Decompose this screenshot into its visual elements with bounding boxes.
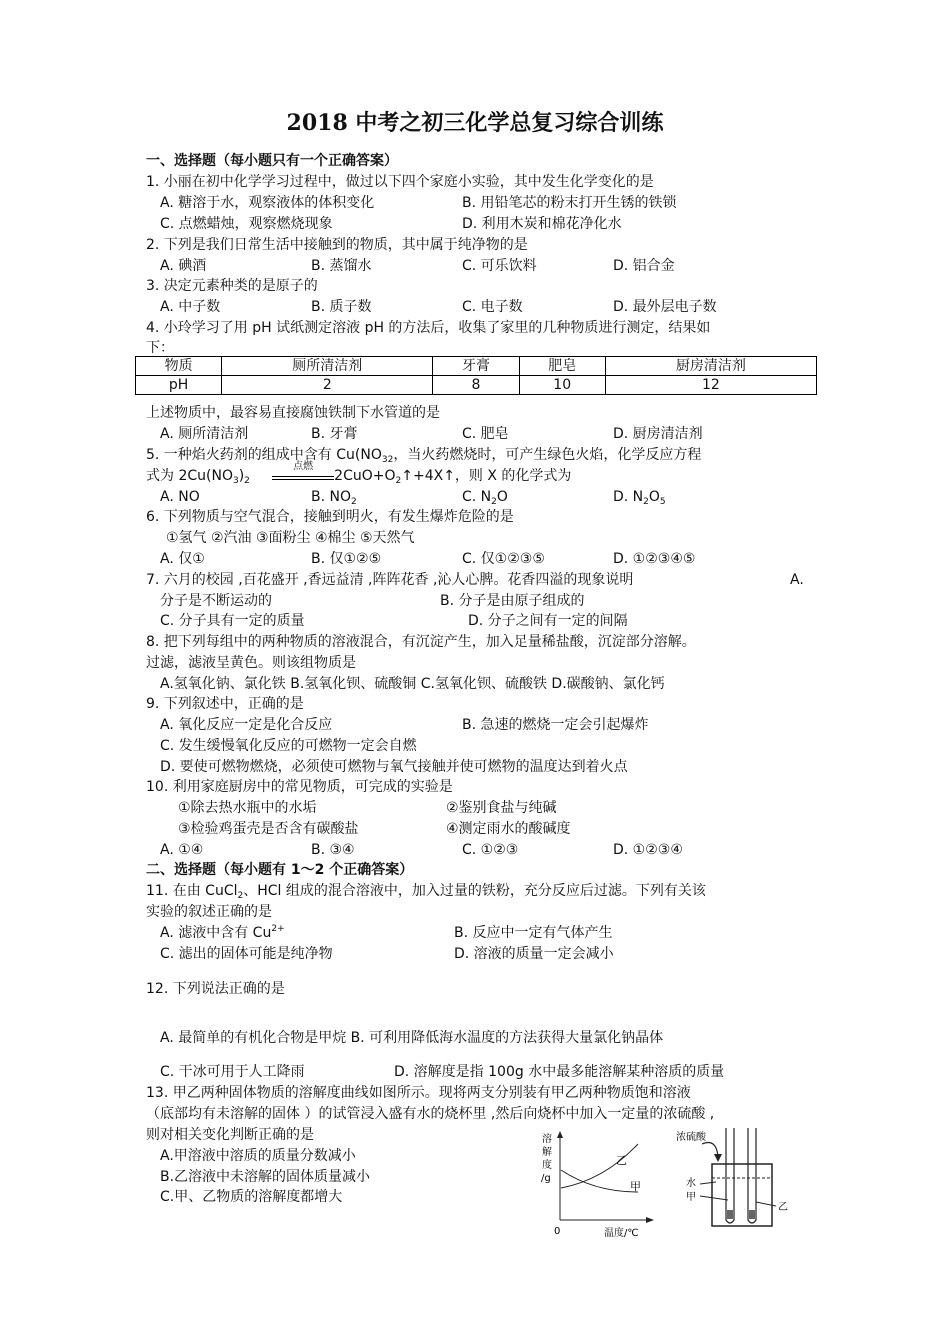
pour-arrow [702,1143,718,1157]
q2-option-b: B. 蒸馏水 [311,258,372,274]
q5-stem-line2: 式为 $2Cu(NO_3)_2$ 点燃 $2CuO+O_2↑+4X↑$，则 X 的化学式为 [146,467,571,485]
q13-stem-cont: （底部均有未溶解的固体 ）的试管浸入盛有水的烧杯里 ,然后向烧杯中加入一定量的浓硫酸 , [146,1106,715,1122]
q5-d-text: D. N [613,489,644,505]
table-header-cell: 物质 [136,357,222,376]
q4-question: 上述物质中，最容易直接腐蚀铁制下水管道的是 [146,405,440,421]
q4-option-b: B. 牙膏 [311,426,358,442]
q5-stem-line1 [146,446,701,464]
q5-text: ↑+4X↑，则 X 的化学式为 [401,468,572,484]
q9-stem: 9. 下列叙述中，正确的是 [146,696,304,712]
q10-option-b: B. ③④ [311,842,355,858]
q11-text: 11. 在由 CuCl [146,883,238,899]
q5-text: 5. 一种焰火药剂的组成中含有 Cu(NO [146,447,382,463]
superscript: 2+ [271,924,285,934]
tube-label-yi: 乙 [778,1202,788,1213]
q5-text: 式为 2Cu(NO [146,468,233,484]
q6-stem: 6. 下列物质与空气混合，接触到明火，有发生爆炸危险的是 [146,509,514,525]
ph-table [135,356,817,395]
q3-option-a: A. 中子数 [160,299,221,315]
y-label-char: /g [541,1173,551,1184]
q11-option-b: B. 反应中一定有气体产生 [454,925,613,941]
q2-option-d: D. 铝合金 [613,258,675,274]
q11-text: 、HCl 组成的混合溶液中，加入过量的铁粉，充分反应后过滤。下列有关该 [243,883,706,899]
q6-option-d: D. ①②③④⑤ [613,551,696,567]
q5-option-a: A. NO [160,489,200,505]
section-1-heading: 一、选择题（每小题只有一个正确答案） [146,153,398,169]
q7-option-b: B. 分子是由原子组成的 [440,593,585,609]
q1-option-d: D. 利用木炭和棉花净化水 [462,216,622,232]
solubility-curve-figure [534,1128,660,1238]
q5-text: ，当火药燃烧时，可产生绿色火焰，化学反应方程 [393,447,702,463]
q7-option-a: 分子是不断运动的 [160,593,272,609]
q3-option-b: B. 质子数 [311,299,372,315]
q10-option-d: D. ①②③④ [613,842,683,858]
table-header-row [136,357,817,376]
solid-jia [727,1210,733,1219]
q4-stem-cont: 下： [146,340,174,356]
q9-option-b: B. 急速的燃烧一定会引起爆炸 [462,717,649,733]
q10-item-2: ②鉴别食盐与纯碱 [446,800,557,816]
q2-option-a: A. 碘酒 [160,258,207,274]
q6-option-b: B. 仅①②⑤ [311,551,382,567]
q9-option-d: D. 要使可燃物燃烧，必须使可燃物与氧气接触并使可燃物的温度达到着火点 [160,759,628,775]
tube-label-jia: 甲 [686,1192,696,1203]
q5-option-b [311,488,357,506]
q5-b-text: B. NO [311,489,351,505]
test-tube-jia [726,1128,734,1223]
condition-label: 点燃 [293,461,314,472]
q7-option-c: C. 分子具有一定的质量 [160,613,305,629]
q5-text: 2CuO+O [334,468,396,484]
q13-stem-cont2: 则对相关变化判断正确的是 [146,1127,314,1143]
subscript: 2 [387,455,394,465]
curve-label-yi: 乙 [616,1154,627,1167]
table-cell: pH [136,376,222,395]
y-label-char: 溶 [542,1134,552,1145]
solid-yi [749,1210,755,1219]
q5-c-text: C. N [462,489,492,505]
q1-option-c: C. 点燃蜡烛，观察燃烧现象 [160,216,333,232]
subscript: 2 [491,497,497,507]
table-cell: 8 [433,376,519,395]
x-axis-arrow-icon [646,1217,654,1223]
q12-option-d: D. 溶解度是指 100g 水中最多能溶解某种溶质的质量 [394,1064,725,1080]
q11-stem-cont: 实验的叙述正确的是 [146,904,272,920]
q11-option-c: C. 滤出的固体可能是纯净物 [160,946,333,962]
q5-d-text: O [648,489,660,505]
leader-jia [700,1196,728,1200]
q6-option-a: A. 仅① [160,551,205,567]
q8-options: A.氢氧化钠、氯化铁 B.氢氧化钡、硫酸铜 C.氢氧化钡、硫酸铁 D.碳酸钠、氯化钙 [160,676,665,692]
subscript: 2 [643,497,649,507]
y-label-char: 度 [542,1160,552,1171]
subscript: 2 [351,497,357,507]
q7-stem: 7. 六月的校园 ,百花盛开 ,香远益清 ,阵阵花香 ,沁人心脾。花香四溢的现象说明 [146,572,634,588]
q7-option-a-label: A. [790,572,804,588]
q8-stem-cont: 过滤，滤液呈黄色。则该组物质是 [146,655,356,671]
q11-stem [146,882,706,900]
x-axis-label: 温度/℃ [604,1228,639,1238]
table-cell: 10 [519,376,605,395]
table-cell: 12 [605,376,816,395]
curve-jia [561,1170,638,1192]
q4-option-a: A. 厕所清洁剂 [160,426,249,442]
q12-stem: 12. 下列说法正确的是 [146,981,285,997]
table-cell: 2 [222,376,433,395]
leader-water [700,1182,716,1184]
reaction-condition [272,461,334,480]
q13-option-c: C.甲、乙物质的溶解度都增大 [160,1189,343,1205]
q9-option-c: C. 发生缓慢氧化反应的可燃物一定会自燃 [160,738,417,754]
q3-option-d: D. 最外层电子数 [613,299,717,315]
q1-stem: 1. 小丽在初中化学学习过程中，做过以下四个家庭小实验，其中发生化学变化的是 [146,174,654,190]
water-label: 水 [686,1178,696,1189]
q11-option-d: D. 溶液的质量一定会减小 [454,946,614,962]
q4-option-d: D. 厨房清洁剂 [613,426,703,442]
beaker [712,1164,772,1226]
q4-stem: 4. 小玲学习了用 pH 试纸测定溶液 pH 的方法后，收集了家里的几种物质进行测定，结果如 [146,320,711,336]
subscript: 2 [237,891,244,901]
subscript: 3 [381,455,388,465]
q12-option-c: C. 干冰可用于人工降雨 [160,1064,305,1080]
q5-c-text: O [496,489,508,505]
table-header-cell: 牙膏 [433,357,519,376]
q2-stem: 2. 下列是我们日常生活中接触到的物质，其中属于纯净物的是 [146,237,528,253]
q10-item-3: ③检验鸡蛋壳是否含有碳酸盐 [178,821,359,837]
table-header-cell: 肥皂 [519,357,605,376]
table-header-cell: 厕所清洁剂 [222,357,433,376]
q10-stem: 10. 利用家庭厨房中的常见物质，可完成的实验是 [146,779,453,795]
q6-items: ①氢气 ②汽油 ③面粉尘 ④棉尘 ⑤天然气 [166,530,415,546]
q7-option-d: D. 分子之间有一定的间隔 [468,613,628,629]
table-row [136,376,817,395]
origin-label: 0 [554,1226,561,1237]
pour-arrow-icon [714,1154,722,1162]
q1-option-a: A. 糖溶于水，观察液体的体积变化 [160,195,375,211]
q10-option-a: A. ①④ [160,842,204,858]
section-2-heading: 二、选择题（每小题有 1～2 个正确答案） [146,862,414,878]
q2-option-c: C. 可乐饮料 [462,258,537,274]
beaker-figure [672,1122,802,1240]
curve-label-jia: 甲 [630,1180,641,1193]
q13-option-b: B.乙溶液中未溶解的固体质量减小 [160,1169,371,1185]
y-axis-arrow-icon [557,1131,563,1138]
q9-option-a: A. 氧化反应一定是化合反应 [160,717,333,733]
q10-item-1: ①除去热水瓶中的水垢 [178,800,317,816]
q13-stem: 13. 甲乙两种固体物质的溶解度曲线如图所示。现将两支分别装有甲乙两种物质饱和溶液 [146,1085,691,1101]
q3-stem: 3. 决定元素种类的是原子的 [146,278,318,294]
test-tube-yi [748,1128,756,1223]
table-header-cell: 厨房清洁剂 [605,357,816,376]
subscript: 2 [244,476,250,486]
q12-options-ab: A. 最简单的有机化合物是甲烷 B. 可利用降低海水温度的方法获得大量氯化钠晶体 [160,1030,664,1046]
q11-option-a [160,924,285,942]
subscript: 5 [659,497,666,507]
q1-option-b: B. 用铅笔芯的粉末打开生锈的铁锁 [462,195,677,211]
q5-option-c [462,488,508,506]
page-title: 2018 中考之初三化学总复习综合训练 [286,110,664,136]
q5-option-d [613,488,666,506]
q13-option-a: A.甲溶液中溶质的质量分数减小 [160,1148,356,1164]
q8-stem: 8. 把下列每组中的两种物质的溶液混合，有沉淀产生，加入足量稀盐酸，沉淀部分溶解。 [146,634,696,650]
subscript: 3 [232,476,239,486]
leader-yi [756,1202,776,1206]
q6-option-c: C. 仅①②③⑤ [462,551,545,567]
y-label-char: 解 [542,1147,552,1158]
q4-option-c: C. 肥皂 [462,426,509,442]
acid-label: 浓硫酸 [676,1132,706,1143]
subscript: 2 [395,476,402,486]
q10-option-c: C. ①②③ [462,842,519,858]
q10-item-4: ④测定雨水的酸碱度 [446,821,571,837]
q11-a-text: A. 滤液中含有 Cu [160,925,272,941]
q3-option-c: C. 电子数 [462,299,523,315]
